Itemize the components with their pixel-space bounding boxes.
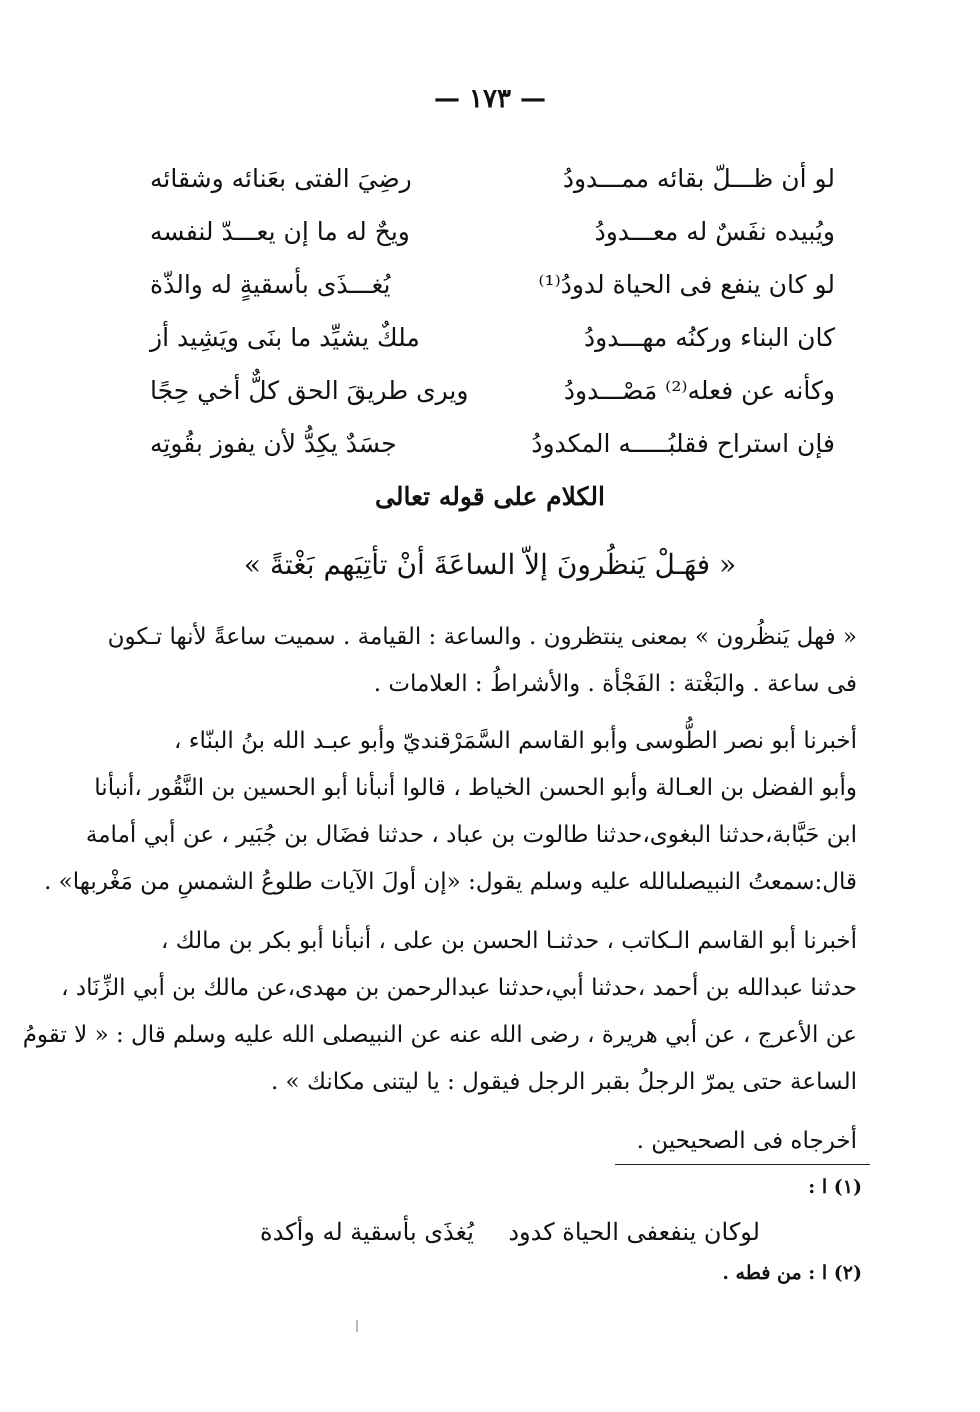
section-heading: الكلام على قوله تعالى <box>375 482 605 511</box>
poem-hemistich-first: ويُبيده نفَسٌ له معـــدودُ <box>594 217 835 246</box>
poem-hemistich-first: لو كان ينفع فى الحياة لدودُ⁽¹⁾ <box>538 270 835 299</box>
footnote-2: (٢) ا : من فطه . <box>722 1262 862 1284</box>
text-line: وأبو الفضل بن العـالة وأبو الحسن الخياط ، قالوا أنبأنا أبو الحسين بن النَّقُور ،أنبأنا <box>94 775 857 801</box>
paragraph-source <box>132 1118 857 1165</box>
poem-line <box>150 311 835 364</box>
quranic-verse: « فهَـلْ يَنظُرونَ إلاّ الساعَةَ أنْ تأتِيَهم بَغْتةً » <box>243 548 737 581</box>
poem-line <box>150 152 835 205</box>
text-line: عن الأعرج ، عن أبي هريرة ، رضى الله عنه عن النبيصلى الله عليه وسلم قال : « لا تقومُ <box>22 1022 857 1048</box>
text-line: أخبرنا أبو نصر الطُّوسى وأبو القاسم السَّمَرْقنديّ وأبو عبـد الله بنُ البنّاء ، <box>173 728 857 754</box>
text-line: « فهل يَنظُرون » بمعنى ينتظرون . والساعة : القيامة . سميت ساعةً لأنها تـكون <box>107 624 857 650</box>
poem-hemistich-first: وكأنه عن فعله⁽²⁾ مَصْـــدودُ <box>563 376 835 405</box>
poem-hemistich-second: ويحٌ له ما إن يعـــدّ لنفسه <box>150 217 410 246</box>
paragraph-explanation <box>107 614 857 708</box>
poem-hemistich-first: كان البناء وركنُه مهـــدودُ <box>584 323 835 352</box>
poem-line <box>150 258 835 311</box>
poem-hemistich-second: جسَدٌ يكِدُّ لأن يفوز بقُوتِه <box>150 429 397 458</box>
poem-hemistich-first: لو أن ظـــلّ بقائه ممـــدودُ <box>562 164 835 193</box>
text-line: قال:سمعتُ النبيصلىالله عليه وسلم يقول: «إن أولَ الآيات طلوعُ الشمسِ من مَغْربها» . <box>44 869 857 895</box>
footnote-1-verse <box>260 1218 760 1246</box>
footnote-1-label: (١) ا : <box>808 1176 862 1198</box>
poem-hemistich-first: فإن استراح فقلبُـــــه المكدودُ <box>531 429 835 458</box>
scan-mark <box>356 1320 358 1332</box>
poem <box>150 152 835 470</box>
page-number: — ١٧٣ — <box>433 84 547 114</box>
paragraph-hadith-1 <box>44 718 857 906</box>
footnote-divider <box>615 1164 870 1165</box>
poem-hemistich-second: ويرى طريقَ الحق كلٌّ أخي حِجًا <box>150 376 469 405</box>
poem-line <box>150 364 835 417</box>
text-line: الساعة حتى يمرّ الرجلُ بقبر الرجل فيقول : يا ليتنى مكانك » . <box>270 1069 857 1095</box>
footnote-hemistich-first: لوكان ينفعفى الحياة كدود <box>508 1218 760 1246</box>
text-line: أخبرنا أبو القاسم الـكاتب ، حدثنـا الحسن بن على ، أنبأنا أبو بكر بن مالك ، <box>160 928 857 954</box>
poem-line <box>150 417 835 470</box>
poem-hemistich-second: ملكٌ يشيِّد ما بنَى ويَشِيد أز <box>150 323 420 352</box>
text-line: حدثنا عبدالله بن أحمد ،حدثنا أبي،حدثنا عبدالرحمن بن مهدى،عن مالك بن أبي الزِّنَاد ، <box>61 975 857 1001</box>
paragraph-hadith-2 <box>22 918 857 1106</box>
poem-hemistich-second: يُغـــذَى بأسقيةٍ له والذّة <box>150 270 391 299</box>
text-line: أخرجاه فى الصحيحين . <box>636 1128 857 1154</box>
footnote-hemistich-second: يُغذَى بأسقية له وأكدة <box>260 1218 474 1246</box>
poem-hemistich-second: رضِيَ الفتى بعَنائه وشقائه <box>150 164 412 193</box>
text-line: فى ساعة . والبَغْتة : الفَجْأة . والأشراطُ : العلامات . <box>373 671 857 697</box>
poem-line <box>150 205 835 258</box>
text-line: ابن حَبَّابة،حدثنا البغوى،حدثنا طالوت بن عباد ، حدثنا فضَال بن جُبَير ، عن أبي أمامة <box>85 822 857 848</box>
